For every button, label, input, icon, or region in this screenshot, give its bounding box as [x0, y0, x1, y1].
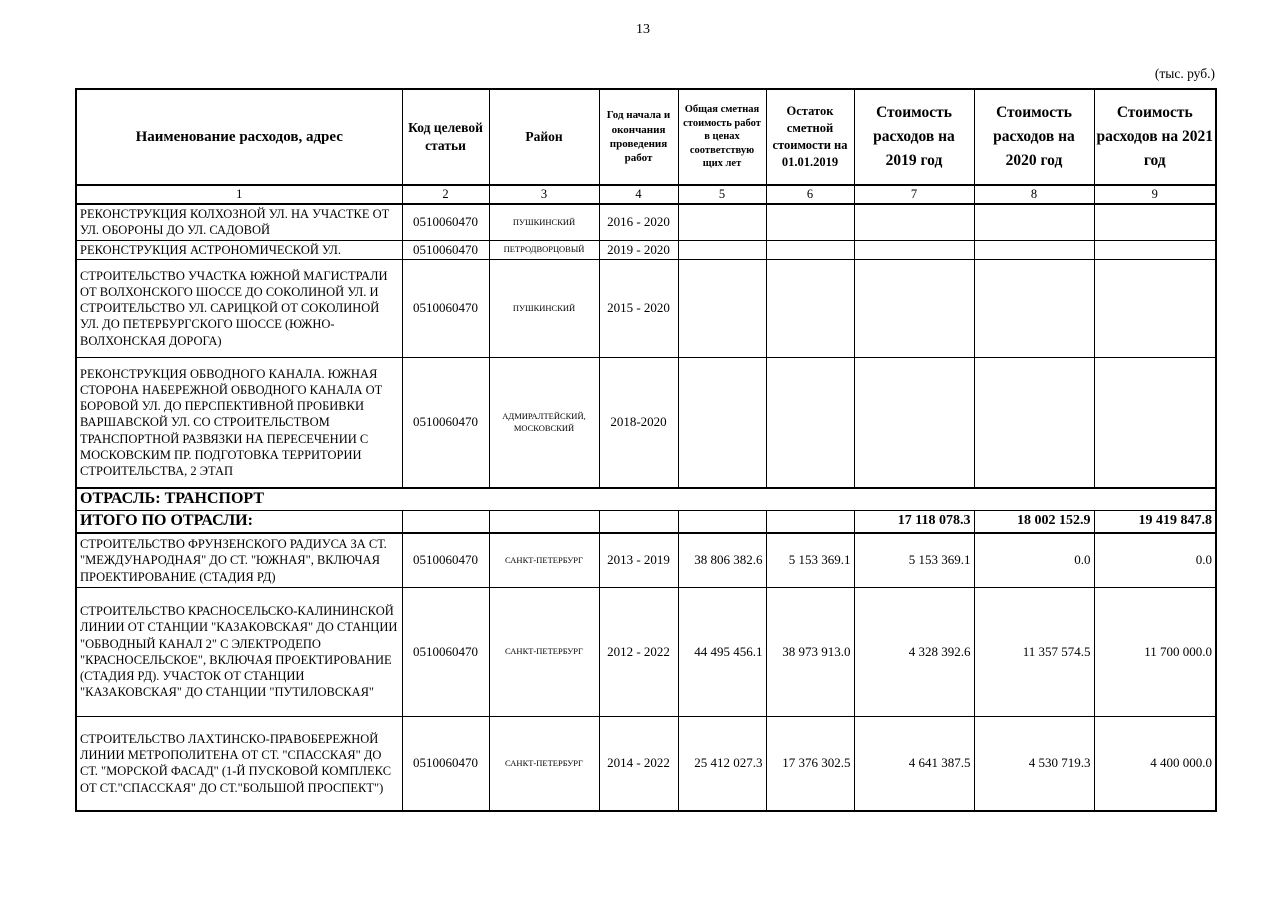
- total-cost-cell: [678, 357, 766, 488]
- col-header-code: Код целевой статьи: [402, 89, 489, 185]
- table-row: [76, 587, 1216, 716]
- years-cell: 2014 - 2022: [599, 716, 678, 811]
- col-header-years: Год начала и окончания проведения работ: [599, 89, 678, 185]
- col-header-district: Район: [489, 89, 599, 185]
- code-cell: 0510060470: [402, 716, 489, 811]
- totals-row: [76, 510, 1216, 533]
- district-cell: ПУШКИНСКИЙ: [489, 204, 599, 240]
- col-header-name: Наименование расходов, адрес: [76, 89, 402, 185]
- district-cell: АДМИРАЛТЕЙСКИЙ, МОСКОВСКИЙ: [489, 357, 599, 488]
- years-cell: 2018-2020: [599, 357, 678, 488]
- code-cell: 0510060470: [402, 204, 489, 240]
- years-cell: 2015 - 2020: [599, 259, 678, 357]
- code-cell: 0510060470: [402, 587, 489, 716]
- cost-2020-cell: 0.0: [974, 533, 1094, 587]
- totals-empty-cell: [678, 510, 766, 533]
- col-number-5: 5: [678, 185, 766, 204]
- district-cell: САНКТ-ПЕТЕРБУРГ: [489, 716, 599, 811]
- table-row: [76, 204, 1216, 240]
- cost-2019-cell: 5 153 369.1: [854, 533, 974, 587]
- page-number: 13: [636, 22, 650, 37]
- cost-2019-cell: [854, 240, 974, 259]
- col-header-cost-2020: Стоимость расходов на 2020 год: [974, 89, 1094, 185]
- cost-2020-cell: 4 530 719.3: [974, 716, 1094, 811]
- remainder-cell: 5 153 369.1: [766, 533, 854, 587]
- col-number-6: 6: [766, 185, 854, 204]
- section-row: [76, 488, 1216, 510]
- code-cell: 0510060470: [402, 240, 489, 259]
- col-number-2: 2: [402, 185, 489, 204]
- cost-2020-cell: [974, 204, 1094, 240]
- cost-2019-cell: [854, 357, 974, 488]
- table-header-row: [76, 89, 1216, 185]
- units-note: (тыс. руб.): [1154, 66, 1215, 81]
- table-row: [76, 259, 1216, 357]
- col-header-cost-2021: Стоимость расходов на 2021 год: [1094, 89, 1216, 185]
- expense-name-cell: СТРОИТЕЛЬСТВО ФРУНЗЕНСКОГО РАДИУСА ЗА СТ. "МЕЖДУНАРОДНАЯ" ДО СТ. "ЮЖНАЯ", ВКЛЮЧАЯ ПРОЕКТИРОВАНИЕ (СТАДИЯ РД): [76, 533, 402, 587]
- total-cost-cell: 25 412 027.3: [678, 716, 766, 811]
- totals-cost-2021: 19 419 847.8: [1094, 510, 1216, 533]
- cost-2021-cell: [1094, 357, 1216, 488]
- section-label: ОТРАСЛЬ: ТРАНСПОРТ: [76, 488, 1216, 510]
- code-cell: 0510060470: [402, 533, 489, 587]
- col-header-total-cost: Общая сметная стоимость работ в ценах соответствую щих лет: [678, 89, 766, 185]
- years-cell: 2016 - 2020: [599, 204, 678, 240]
- years-cell: 2012 - 2022: [599, 587, 678, 716]
- table-row: [76, 533, 1216, 587]
- remainder-cell: [766, 240, 854, 259]
- col-number-7: 7: [854, 185, 974, 204]
- col-number-9: 9: [1094, 185, 1216, 204]
- expense-name-cell: РЕКОНСТРУКЦИЯ АСТРОНОМИЧЕСКОЙ УЛ.: [76, 240, 402, 259]
- column-number-row: [76, 185, 1216, 204]
- district-cell: ПЕТРОДВОРЦОВЫЙ: [489, 240, 599, 259]
- remainder-cell: [766, 357, 854, 488]
- cost-2019-cell: [854, 204, 974, 240]
- cost-2020-cell: 11 357 574.5: [974, 587, 1094, 716]
- table-row: [76, 240, 1216, 259]
- cost-2021-cell: 4 400 000.0: [1094, 716, 1216, 811]
- total-cost-cell: [678, 259, 766, 357]
- cost-2021-cell: [1094, 204, 1216, 240]
- expense-name-cell: РЕКОНСТРУКЦИЯ КОЛХОЗНОЙ УЛ. НА УЧАСТКЕ ОТ УЛ. ОБОРОНЫ ДО УЛ. САДОВОЙ: [76, 204, 402, 240]
- col-header-remainder: Остаток сметной стоимости на 01.01.2019: [766, 89, 854, 185]
- totals-cost-2019: 17 118 078.3: [854, 510, 974, 533]
- expense-name-cell: СТРОИТЕЛЬСТВО КРАСНОСЕЛЬСКО-КАЛИНИНСКОЙ ЛИНИИ ОТ СТАНЦИИ "КАЗАКОВСКАЯ" ДО СТАНЦИИ "ОБВОДНЫЙ КАНАЛ 2" С ЭЛЕКТРОДЕПО "КРАСНОСЕЛЬСКОЕ", ВКЛЮЧАЯ ПРОЕКТИРОВАНИЕ (СТАДИЯ РД). УЧАСТОК ОТ СТАНЦИИ "КАЗАКОВСКАЯ" ДО СТАНЦИИ "ПУТИЛОВСКАЯ": [76, 587, 402, 716]
- total-cost-cell: 44 495 456.1: [678, 587, 766, 716]
- remainder-cell: 38 973 913.0: [766, 587, 854, 716]
- expense-name-cell: СТРОИТЕЛЬСТВО УЧАСТКА ЮЖНОЙ МАГИСТРАЛИ ОТ ВОЛХОНСКОГО ШОССЕ ДО СОКОЛИНОЙ УЛ. И СТРОИТЕЛЬСТВО УЛ. САРИЦКОЙ ОТ СОКОЛИНОЙ УЛ. ДО ПЕТЕРБУРГСКОГО ШОССЕ (ЮЖНО-ВОЛХОНСКАЯ ДОРОГА): [76, 259, 402, 357]
- cost-2019-cell: 4 641 387.5: [854, 716, 974, 811]
- col-number-8: 8: [974, 185, 1094, 204]
- district-cell: САНКТ-ПЕТЕРБУРГ: [489, 587, 599, 716]
- totals-empty-cell: [489, 510, 599, 533]
- totals-label: ИТОГО ПО ОТРАСЛИ:: [76, 510, 402, 533]
- col-number-4: 4: [599, 185, 678, 204]
- code-cell: 0510060470: [402, 259, 489, 357]
- expense-name-cell: СТРОИТЕЛЬСТВО ЛАХТИНСКО-ПРАВОБЕРЕЖНОЙ ЛИНИИ МЕТРОПОЛИТЕНА ОТ СТ. "СПАССКАЯ" ДО СТ. "МОРСКОЙ ФАСАД" (1-Й ПУСКОВОЙ КОМПЛЕКС ОТ СТ."СПАССКАЯ" ДО СТ."БОЛЬШОЙ ПРОСПЕКТ"): [76, 716, 402, 811]
- remainder-cell: 17 376 302.5: [766, 716, 854, 811]
- total-cost-cell: 38 806 382.6: [678, 533, 766, 587]
- years-cell: 2019 - 2020: [599, 240, 678, 259]
- table-row: [76, 357, 1216, 488]
- district-cell: САНКТ-ПЕТЕРБУРГ: [489, 533, 599, 587]
- cost-2020-cell: [974, 240, 1094, 259]
- years-cell: 2013 - 2019: [599, 533, 678, 587]
- totals-cost-2020: 18 002 152.9: [974, 510, 1094, 533]
- total-cost-cell: [678, 240, 766, 259]
- col-header-cost-2019: Стоимость расходов на 2019 год: [854, 89, 974, 185]
- col-number-1: 1: [76, 185, 402, 204]
- totals-empty-cell: [766, 510, 854, 533]
- totals-empty-cell: [402, 510, 489, 533]
- code-cell: 0510060470: [402, 357, 489, 488]
- expense-name-cell: РЕКОНСТРУКЦИЯ ОБВОДНОГО КАНАЛА. ЮЖНАЯ СТОРОНА НАБЕРЕЖНОЙ ОБВОДНОГО КАНАЛА ОТ БОРОВОЙ УЛ. ДО ПЕРСПЕКТИВНОЙ ПРОБИВКИ ВАРШАВСКОЙ УЛ. СО СТРОИТЕЛЬСТВОМ ТРАНСПОРТНОЙ РАЗВЯЗКИ НА ПЕРЕСЕЧЕНИИ С МОСКОВСКИМ ПР. ПОДГОТОВКА ТЕРРИТОРИИ СТРОИТЕЛЬСТВА, 2 ЭТАП: [76, 357, 402, 488]
- cost-2019-cell: [854, 259, 974, 357]
- table-row: [76, 716, 1216, 811]
- total-cost-cell: [678, 204, 766, 240]
- remainder-cell: [766, 204, 854, 240]
- cost-2021-cell: [1094, 259, 1216, 357]
- cost-2020-cell: [974, 357, 1094, 488]
- col-number-3: 3: [489, 185, 599, 204]
- totals-empty-cell: [599, 510, 678, 533]
- budget-table: [75, 88, 1217, 812]
- remainder-cell: [766, 259, 854, 357]
- cost-2021-cell: 0.0: [1094, 533, 1216, 587]
- cost-2019-cell: 4 328 392.6: [854, 587, 974, 716]
- cost-2021-cell: 11 700 000.0: [1094, 587, 1216, 716]
- cost-2021-cell: [1094, 240, 1216, 259]
- cost-2020-cell: [974, 259, 1094, 357]
- district-cell: ПУШКИНСКИЙ: [489, 259, 599, 357]
